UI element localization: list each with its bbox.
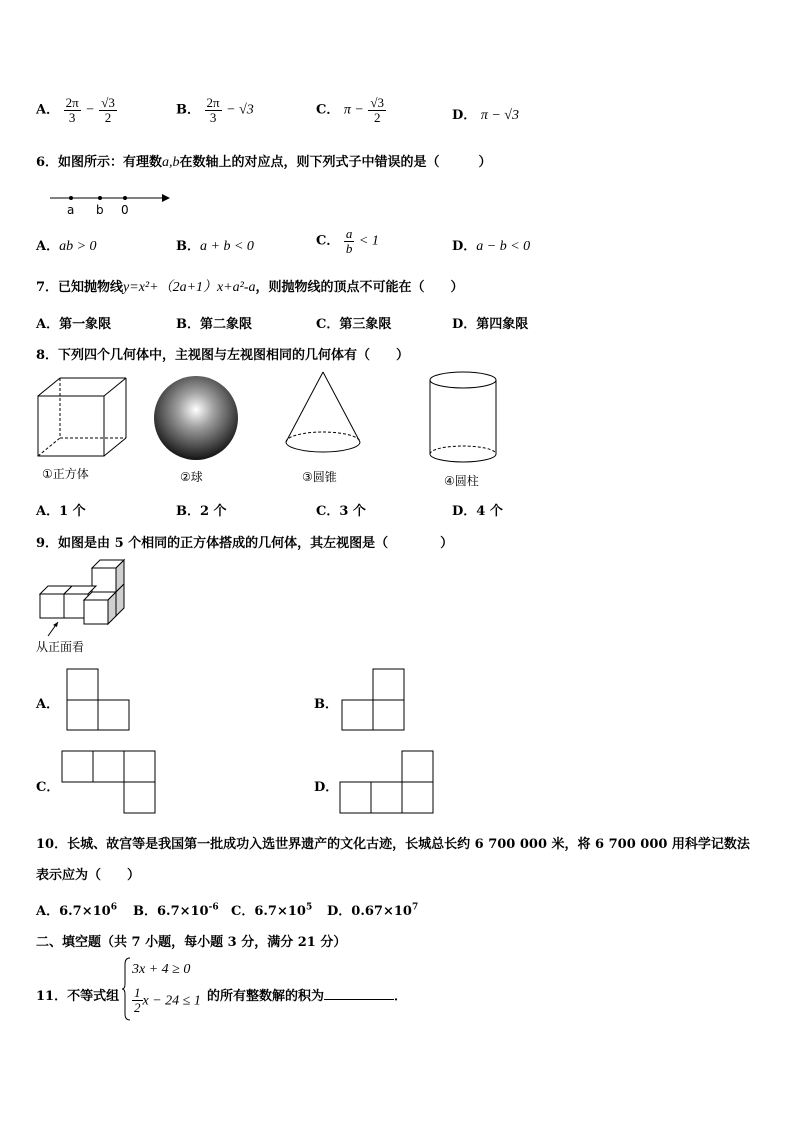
q9-option-c-label: C． bbox=[36, 780, 60, 795]
q8-sphere-label: ②球 bbox=[180, 470, 203, 484]
q9-stem: 9．如图是由 5 个相同的正方体搭成的几何体，其左视图是（ ） bbox=[36, 536, 454, 551]
q8-option-c: C．3 个 bbox=[316, 504, 366, 519]
axis-label-b: b bbox=[96, 203, 104, 217]
q5-option-b: B． $\frac{2\pi}{3}$ − √3 bbox=[176, 95, 254, 125]
q6-option-d: D．a − b < 0 bbox=[452, 239, 531, 254]
q7-option-b: B．第二象限 bbox=[176, 317, 252, 332]
q8-cube-figure bbox=[34, 376, 130, 460]
q9-option-b-figure bbox=[341, 668, 407, 732]
q7-option-c: C．第三象限 bbox=[316, 317, 392, 332]
point-0 bbox=[123, 196, 127, 200]
axis-label-a: a bbox=[67, 203, 75, 217]
q5-option-d: D． π − √3 bbox=[452, 108, 519, 123]
q7-option-a: A．第一象限 bbox=[36, 317, 112, 332]
q11-brace-icon bbox=[122, 956, 132, 1022]
answer-blank[interactable] bbox=[324, 987, 394, 1000]
q9-option-b-label: B． bbox=[314, 697, 338, 712]
q5-option-a: A． $\frac{2\pi}{3}$ − $\frac{√3}{2}$ bbox=[36, 95, 115, 125]
view-arrow-icon bbox=[53, 622, 58, 627]
q11-inequality-1: 3x + 4 ≥ 0 bbox=[132, 962, 191, 977]
q8-cylinder-figure bbox=[426, 370, 502, 470]
q6-option-c: C． $\frac{a}{b}$ < 1 bbox=[316, 226, 379, 256]
axis-label-0: 0 bbox=[121, 203, 129, 217]
q7-stem: 7．已知抛物线y=x²+（2a+1）x+a²-a，则抛物线的顶点不可能在（ ） bbox=[36, 280, 464, 295]
q8-cone-figure bbox=[282, 370, 366, 462]
q8-option-d: D．4 个 bbox=[452, 504, 503, 519]
q9-option-d-label: D． bbox=[314, 780, 339, 795]
q9-figure-caption: 从正面看 bbox=[36, 640, 85, 654]
q8-cube-label: ①正方体 bbox=[42, 467, 89, 481]
point-b bbox=[98, 196, 102, 200]
q8-cylinder-label: ④圆柱 bbox=[444, 474, 479, 488]
q10-stem-line2: 表示应为（ ） bbox=[36, 868, 141, 883]
q8-option-a: A．1 个 bbox=[36, 504, 86, 519]
q5-option-c: C． π − $\frac{√3}{2}$ bbox=[316, 95, 385, 125]
arrow-head-icon bbox=[162, 194, 170, 202]
q6-stem: 6．如图所示：有理数a,b在数轴上的对应点，则下列式子中错误的是（ ） bbox=[36, 155, 492, 170]
section-heading: 二、填空题（共 7 小题，每小题 3 分，满分 21 分） bbox=[36, 935, 347, 950]
q9-solid-figure bbox=[36, 556, 136, 638]
q11-stem: 11．不等式组 bbox=[36, 989, 120, 1004]
q11-inequality-2: $\frac{1}{2}$ x − 24 ≤ 1 bbox=[134, 985, 201, 1015]
q10-option-a: A．$6.7\times 10^6$ bbox=[36, 902, 117, 919]
q10-option-c: C．$6.7\times 10^5$ bbox=[231, 902, 313, 919]
q6-option-b: B．a + b < 0 bbox=[176, 239, 254, 254]
q8-cone-label: ③圆锥 bbox=[302, 470, 337, 484]
q6-option-a: A．ab > 0 bbox=[36, 239, 97, 254]
q6-number-line bbox=[46, 188, 176, 220]
q10-stem-line1: 10．长城、故宫等是我国第一批成功入选世界遗产的文化古迹，长城总长约 6 700 000 米，将 6 700 000 用科学记数法 bbox=[36, 837, 750, 852]
q11-stem-post: 的所有整数解的积为 ． bbox=[207, 989, 408, 1004]
q8-stem: 8．下列四个几何体中，主视图与左视图相同的几何体有（ ） bbox=[36, 348, 410, 363]
q8-sphere-figure bbox=[152, 374, 242, 464]
q8-option-b: B．2 个 bbox=[176, 504, 227, 519]
q9-option-c-figure bbox=[61, 750, 157, 816]
q10-option-d: D．$0.67\times 10^7$ bbox=[327, 902, 419, 919]
point-a bbox=[69, 196, 73, 200]
q9-option-d-figure bbox=[339, 750, 435, 816]
q9-option-a-label: A． bbox=[36, 697, 60, 712]
q10-option-b: B．$6.7\times 10^{-6}$ bbox=[133, 902, 219, 919]
q9-option-a-figure bbox=[66, 668, 132, 732]
q7-option-d: D．第四象限 bbox=[452, 317, 529, 332]
